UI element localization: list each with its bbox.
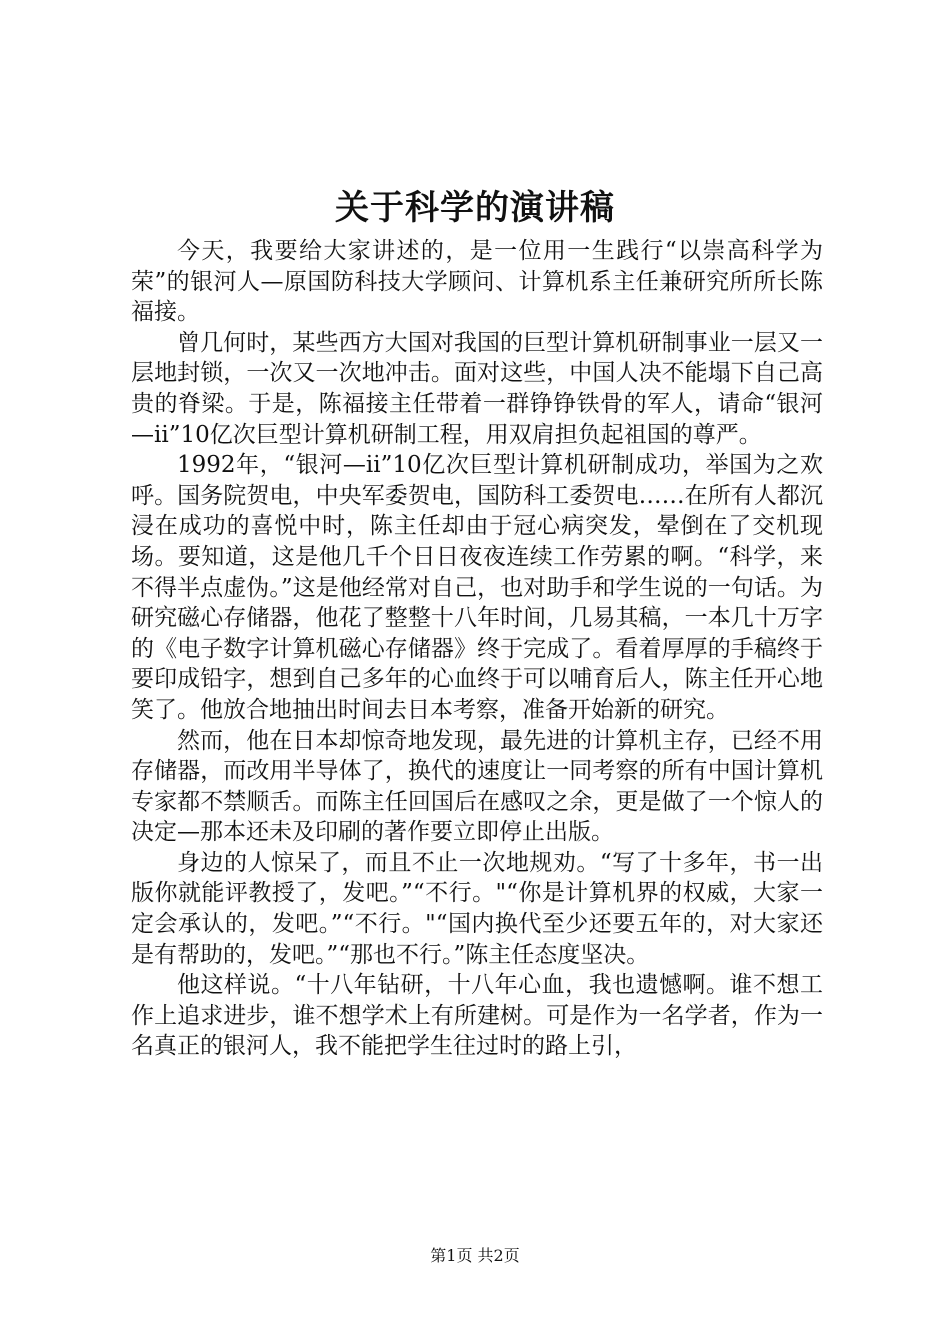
paragraph-1: 今天，我要给大家讲述的，是一位用一生践行“以崇高科学为荣”的银河人—原国防科技大学顾问、计算机系主任兼研究所所长陈福接。: [131, 238, 823, 326]
paragraph-3: 1992年，“银河—ii”10亿次巨型计算机研制成功，举国为之欢呼。国务院贺电，中央军委贺电，国防科工委贺电……在所有人都沉浸在成功的喜悦中时，陈主任却由于冠心病突发，晕倒在了交机现场。要知道，这是他几千个日日夜夜连续工作劳累的啊。“科学，来不得半点虚伪。”这是他经常对自己，也对助手和学生说的一句话。为研究磁心存储器，他花了整整十八年时间，几易其稿，一本几十万字的《电子数字计算机磁心存储器》终于完成了。看着厚厚的手稿终于要印成铅字，想到自己多年的心血终于可以哺育后人，陈主任开心地笑了。他放合地抽出时间去日本考察，准备开始新的研究。: [131, 452, 823, 723]
document-body: [131, 236, 823, 1062]
paragraph-2: 曾几何时，某些西方大国对我国的巨型计算机研制事业一层又一层地封锁，一次又一次地冲击。面对这些，中国人决不能塌下自己高贵的脊梁。于是，陈福接主任带着一群铮铮铁骨的军人，请命“银河—ii”10亿次巨型计算机研制工程，用双肩担负起祖国的尊严。: [131, 329, 823, 448]
page-number-footer: 第1页 共2页: [430, 1246, 520, 1265]
paragraph-5: 身边的人惊呆了，而且不止一次地规劝。“写了十多年，书一出版你就能评教授了，发吧。”“不行。"“你是计算机界的权威，大家一定会承认的，发吧。”“不行。"“国内换代至少还要五年的，对大家还是有帮助的，发吧。”“那也不行。”陈主任态度坚决。: [131, 849, 823, 968]
document-title: 关于科学的演讲稿: [335, 188, 615, 228]
paragraph-4: 然而，他在日本却惊奇地发现，最先进的计算机主存，已经不用存储器，而改用半导体了，换代的速度让一同考察的所有中国计算机专家都不禁顺舌。而陈主任回国后在感叹之余，更是做了一个惊人的决定—那本还未及印刷的著作要立即停止出版。: [131, 727, 823, 846]
paragraph-6: 他这样说。“十八年钻研，十八年心血，我也遗憾啊。谁不想工作上追求进步，谁不想学术上有所建树。可是作为一名学者，作为一名真正的银河人，我不能把学生往过时的路上引，: [131, 972, 823, 1060]
